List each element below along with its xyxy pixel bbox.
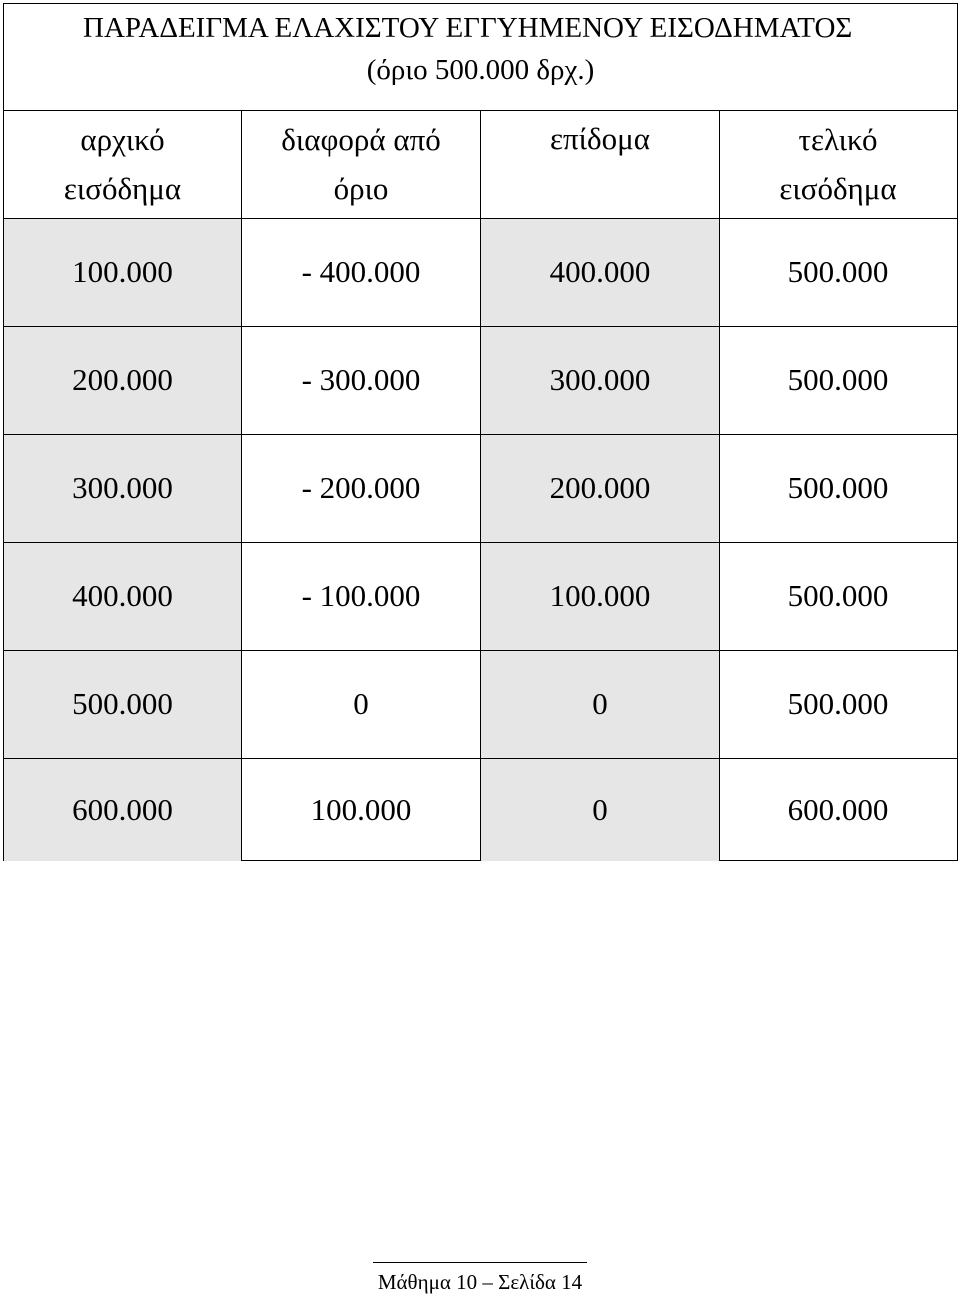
- income-table: [4, 111, 957, 861]
- cell-final-income: 500.000: [787, 686, 889, 722]
- cell-initial-income: 400.000: [4, 543, 242, 650]
- cell-allowance: 400.000: [481, 219, 720, 326]
- header-line: τελικό: [798, 122, 878, 158]
- table-header-row: [4, 111, 957, 219]
- cell-initial-income: 600.000: [4, 759, 242, 861]
- header-line: διαφορά από: [281, 122, 441, 158]
- cell-final-income: 500.000: [787, 578, 889, 614]
- page-footer: Μάθημα 10 – Σελίδα 14: [377, 1270, 583, 1294]
- header-initial-income: [4, 111, 242, 218]
- table-row: [4, 219, 957, 327]
- cell-final-income: 500.000: [787, 362, 889, 398]
- cell-difference: 0: [242, 651, 481, 758]
- cell-difference: - 100.000: [242, 543, 481, 650]
- header-line: επίδομα: [550, 121, 650, 156]
- header-line: εισόδημα: [63, 170, 182, 206]
- table-title: [4, 4, 957, 111]
- table-row: [4, 327, 957, 435]
- cell-difference: 100.000: [242, 759, 481, 861]
- cell-allowance: 300.000: [481, 327, 720, 434]
- cell-initial-income: 100.000: [4, 219, 242, 326]
- header-line: αρχικό: [80, 122, 165, 158]
- cell-final-income: 500.000: [787, 470, 889, 506]
- header-difference: [242, 111, 481, 218]
- header-final-income: [720, 111, 956, 218]
- table-row: [4, 435, 957, 543]
- cell-allowance: 0: [481, 759, 720, 861]
- table-row: [4, 651, 957, 759]
- title-main: ΠΑΡΑΔΕΙΓΜΑ ΕΛΑΧΙΣΤΟΥ ΕΓΓΥΗΜΕΝΟΥ ΕΙΣΟΔΗΜΑΤΟΣ: [83, 12, 853, 44]
- cell-difference: - 400.000: [242, 219, 481, 326]
- cell-initial-income: 200.000: [4, 327, 242, 434]
- cell-final-income: 500.000: [787, 254, 889, 290]
- title-subtitle: (όριο 500.000 δρχ.): [366, 54, 595, 86]
- header-allowance: [481, 111, 720, 218]
- cell-allowance: 100.000: [481, 543, 720, 650]
- cell-final-income: 600.000: [787, 791, 889, 827]
- header-line: όριο: [333, 170, 389, 206]
- cell-allowance: 200.000: [481, 435, 720, 542]
- cell-difference: - 300.000: [242, 327, 481, 434]
- table-row: [4, 543, 957, 651]
- example-table-frame: [3, 3, 958, 861]
- footer-divider: [373, 1262, 587, 1263]
- header-line: εισόδημα: [779, 170, 897, 206]
- cell-initial-income: 300.000: [4, 435, 242, 542]
- table-row: [4, 759, 957, 861]
- cell-difference: - 200.000: [242, 435, 481, 542]
- cell-initial-income: 500.000: [4, 651, 242, 758]
- cell-allowance: 0: [481, 651, 720, 758]
